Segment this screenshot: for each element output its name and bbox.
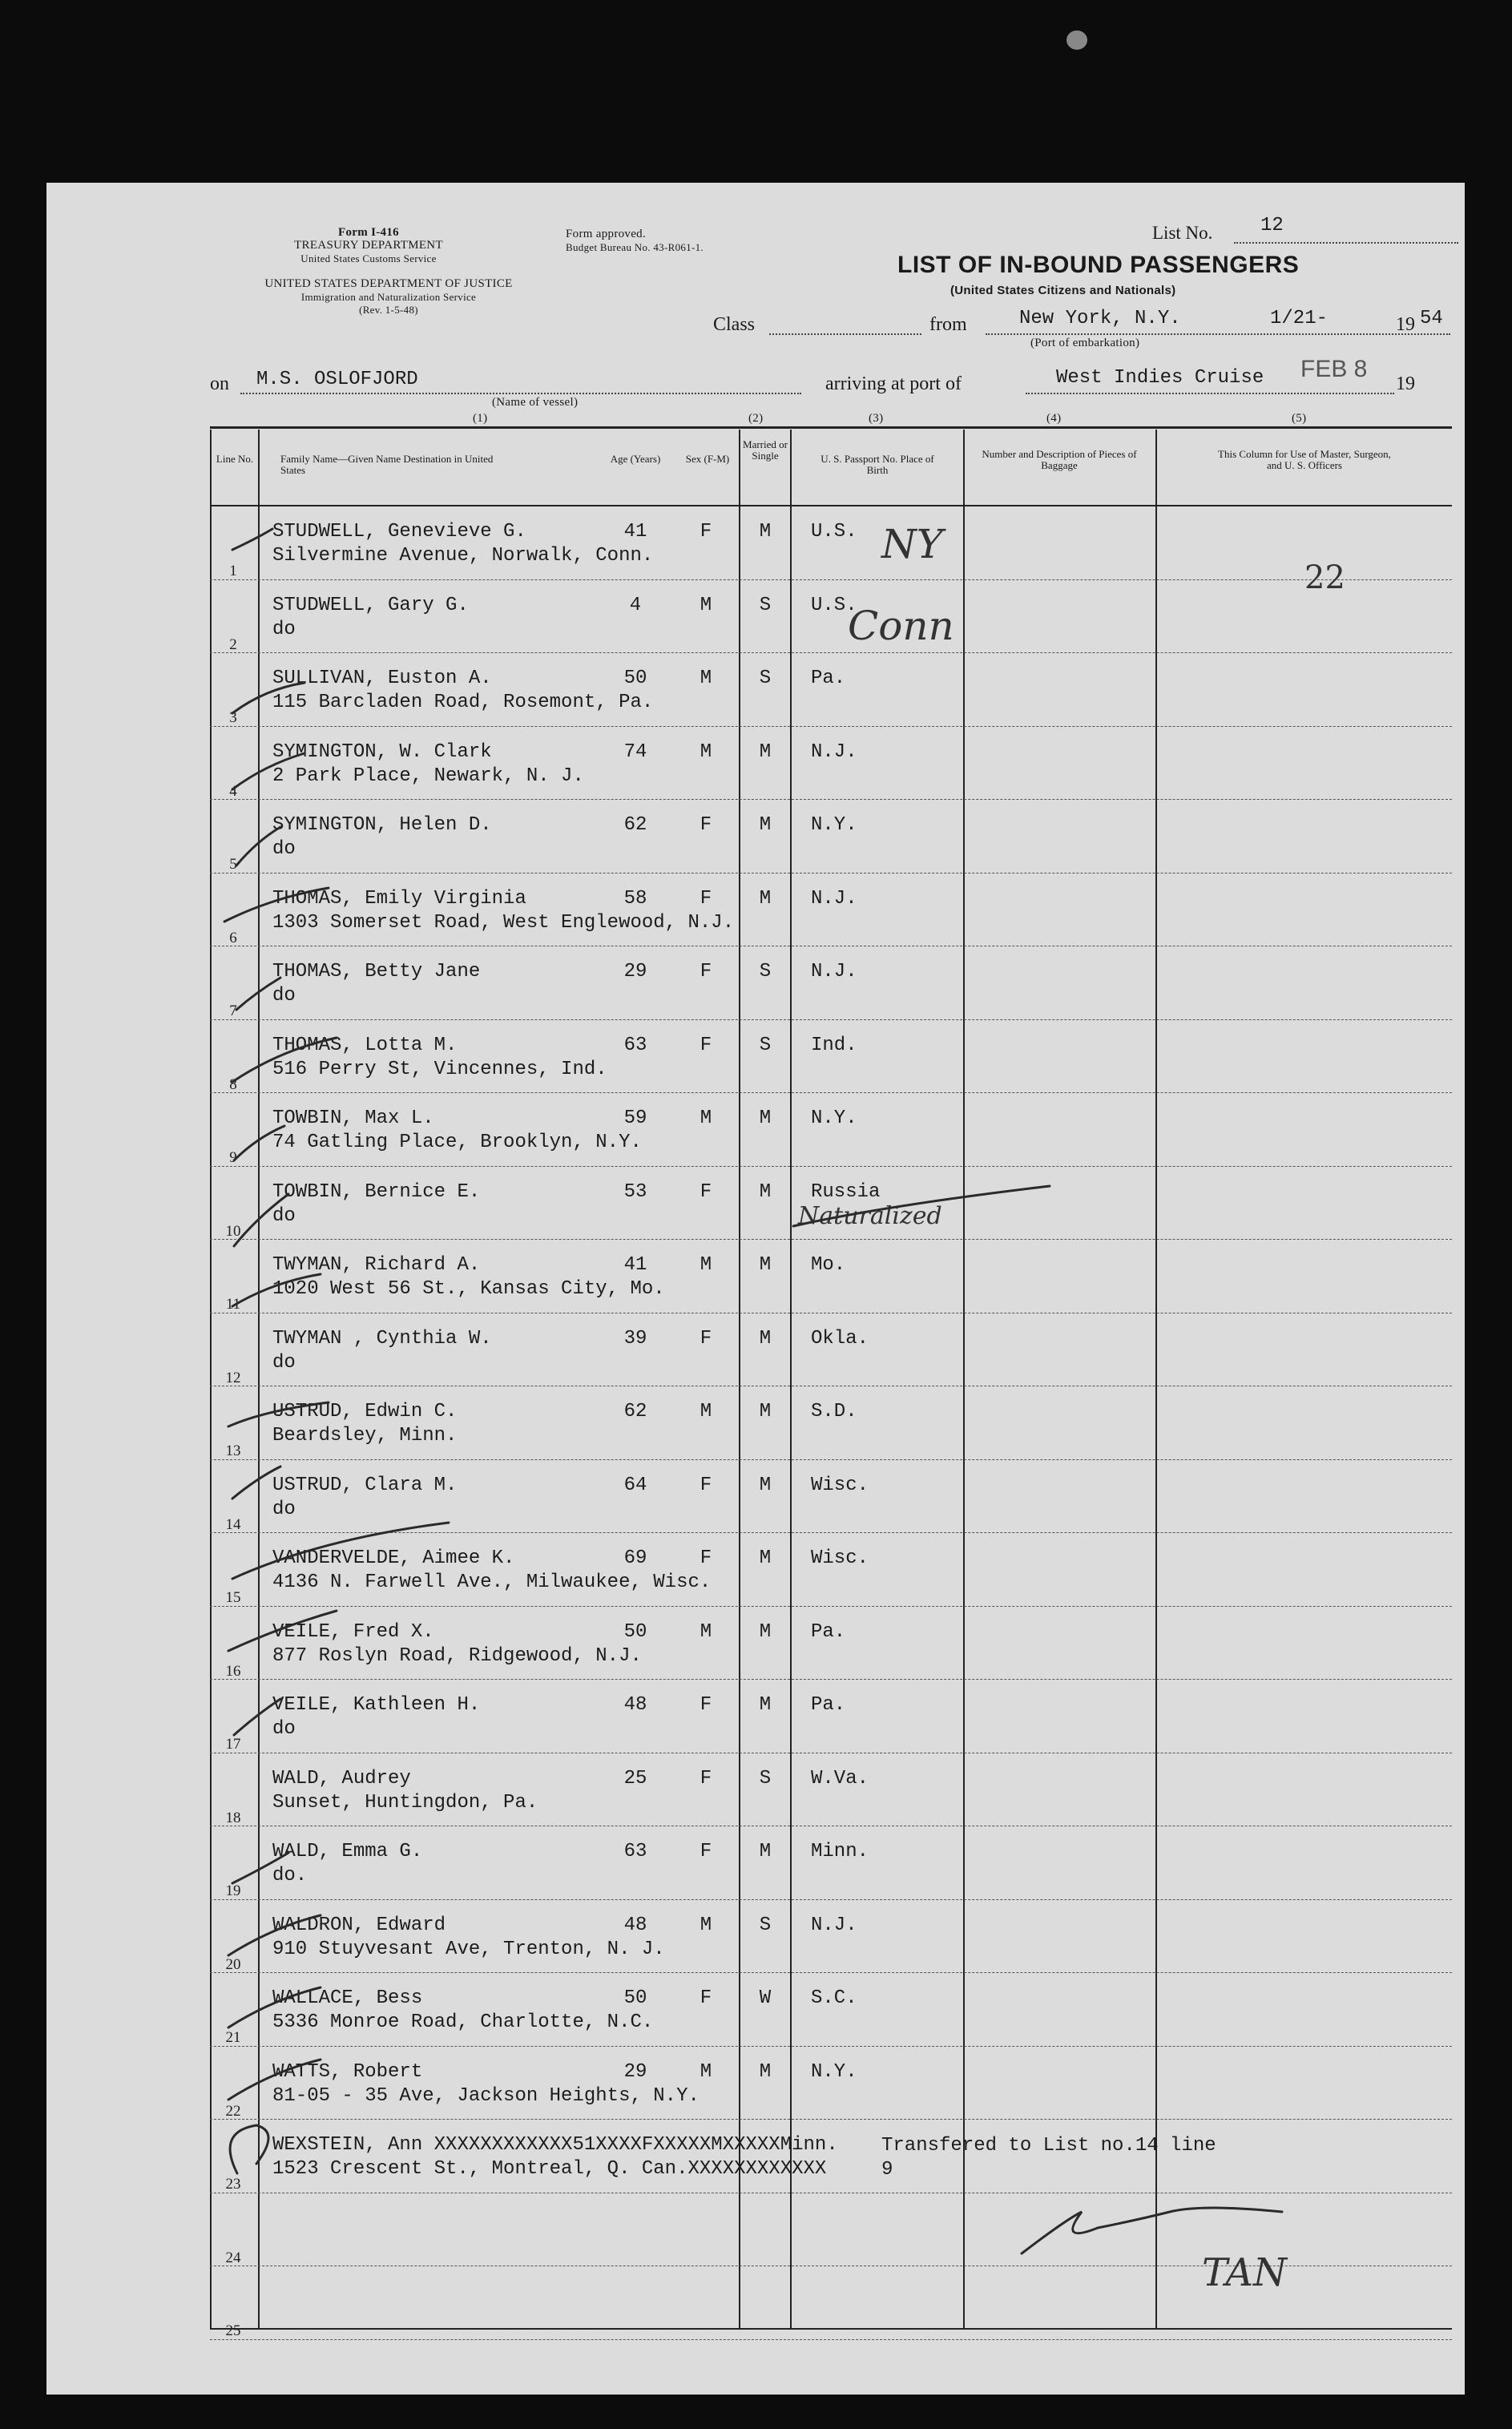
passenger-age: 39: [623, 1327, 647, 1350]
passenger-sex: F: [700, 1841, 712, 1862]
passenger-name: THOMAS, Lotta M.: [272, 1034, 458, 1056]
passenger-name: WEXSTEIN, Ann XXXXXXXXXXXX51XXXXFXXXXXMXXXXXMinn.: [272, 2134, 838, 2156]
passenger-destination: do: [272, 618, 296, 640]
passenger-birthplace: Wisc.: [811, 1547, 869, 1569]
check-mark-15: [232, 1523, 449, 1579]
row-line-number: 13: [225, 1442, 241, 1459]
passenger-name: SYMINGTON, W. Clark: [272, 740, 492, 763]
class-label: Class: [713, 314, 756, 335]
passenger-birthplace: N.Y.: [811, 1108, 857, 1129]
passenger-destination: 2 Park Place, Newark, N. J.: [272, 765, 584, 787]
row-line-number: 21: [225, 2029, 241, 2046]
passenger-sex: M: [700, 1254, 712, 1276]
passenger-destination: 115 Barcladen Road, Rosemont, Pa.: [272, 692, 654, 713]
circle-mark-23: [230, 2125, 268, 2173]
passenger-marital: S: [759, 1034, 772, 1056]
passenger-sex: M: [700, 740, 712, 763]
passenger-birthplace: Pa.: [811, 1694, 846, 1716]
passenger-name: WALDRON, Edward: [272, 1914, 446, 1936]
passenger-age: 48: [623, 1694, 647, 1716]
row-line-number: 25: [225, 2322, 241, 2339]
vessel-name: M.S. OSLOFJORD: [256, 369, 418, 390]
passenger-destination: 5336 Monroe Road, Charlotte, N.C.: [272, 2011, 654, 2033]
passenger-birthplace: N.Y.: [811, 814, 857, 836]
ins-service: Immigration and Naturalization Service: [300, 291, 477, 303]
passenger-birthplace: Pa.: [811, 1620, 846, 1643]
row-line-number: 22: [225, 2102, 241, 2120]
row-line-number: 24: [225, 2249, 241, 2266]
passenger-age: 69: [623, 1547, 647, 1569]
passenger-marital: S: [759, 1767, 772, 1789]
handwritten-initials: TAN: [1202, 2250, 1288, 2295]
passenger-birthplace: N.J.: [811, 961, 857, 982]
passenger-birthplace: S.D.: [811, 1401, 857, 1422]
passenger-sex: F: [700, 1987, 712, 2009]
passenger-age: 29: [623, 2060, 647, 2083]
row-line-number: 10: [225, 1222, 241, 1240]
row-line-number: 17: [225, 1736, 241, 1753]
officer-count: 22: [1304, 559, 1345, 596]
passenger-sex: F: [700, 961, 712, 982]
check-mark-10: [234, 1194, 288, 1246]
passenger-destination: do: [272, 985, 296, 1007]
passenger-name: WALD, Emma G.: [272, 1841, 423, 1862]
check-mark-8: [232, 1038, 337, 1082]
row-line-number: 7: [229, 1003, 237, 1019]
passenger-destination: Sunset, Huntingdon, Pa.: [272, 1791, 538, 1814]
passenger-sex: F: [700, 1694, 712, 1716]
passenger-sex: M: [700, 1620, 712, 1643]
passenger-marital: M: [759, 2060, 772, 2083]
passenger-marital: M: [759, 887, 772, 910]
list-no-label: List No.: [1152, 223, 1213, 243]
treasury-dept: TREASURY DEPARTMENT: [294, 239, 443, 252]
port-caption: (Port of embarkation): [1030, 337, 1140, 349]
passenger-age: 25: [623, 1767, 647, 1789]
handwritten-naturalized: Naturalized: [798, 1202, 942, 1230]
passenger-birthplace: N.J.: [811, 740, 857, 763]
passenger-sex: M: [700, 1914, 712, 1936]
row-line-number: 8: [229, 1075, 237, 1093]
passenger-destination: do: [272, 838, 296, 860]
col-header-name: Family Name—Given Name Destination in United States: [280, 453, 494, 476]
passenger-marital: M: [759, 1327, 772, 1350]
passenger-age: 50: [623, 668, 647, 689]
passenger-destination: 4136 N. Farwell Ave., Milwaukee, Wisc.: [272, 1572, 712, 1593]
check-mark-22: [228, 2060, 321, 2100]
passenger-sex: M: [700, 594, 712, 616]
strike-russia: [793, 1186, 1050, 1226]
departure-date: 1/21-: [1270, 308, 1329, 329]
passenger-name: WALD, Audrey: [272, 1767, 411, 1789]
passenger-marital: M: [759, 814, 772, 836]
passenger-marital: M: [759, 1108, 772, 1129]
check-mark-19: [232, 1853, 288, 1883]
passenger-birthplace: N.Y.: [811, 2060, 857, 2083]
check-mark-4: [232, 753, 304, 789]
passenger-marital: M: [759, 1474, 772, 1496]
passenger-sex: F: [700, 1180, 712, 1203]
from-label: from: [929, 314, 967, 335]
passenger-birthplace: Transfered to List no.14 line 9: [881, 2135, 1216, 2181]
passenger-name: STUDWELL, Gary G.: [272, 594, 469, 616]
check-mark-17: [234, 1699, 280, 1735]
check-mark-9: [234, 1126, 284, 1160]
check-mark-21: [228, 1987, 321, 2028]
passenger-age: 63: [623, 1034, 647, 1056]
list-no-value: 12: [1260, 215, 1284, 236]
revision: (Rev. 1-5-48): [359, 304, 418, 316]
row-line-number: 19: [225, 1882, 241, 1899]
passenger-name: WALLACE, Bess: [272, 1987, 423, 2009]
row-line-number: 18: [225, 1809, 241, 1826]
passenger-birthplace: Mo.: [811, 1254, 846, 1276]
row-line-number: 23: [225, 2176, 241, 2193]
passenger-sex: M: [700, 2060, 712, 2083]
passenger-destination: 516 Perry St, Vincennes, Ind.: [272, 1058, 607, 1080]
port-of-embarkation: New York, N.Y.: [1019, 308, 1181, 329]
passenger-name: VEILE, Kathleen H.: [272, 1694, 481, 1716]
passenger-age: 59: [623, 1108, 647, 1129]
passenger-name: USTRUD, Clara M.: [272, 1474, 458, 1496]
passenger-age: 62: [623, 814, 647, 836]
arrival-year: 19: [1396, 373, 1415, 394]
passenger-destination: do: [272, 1204, 296, 1227]
passenger-name: TOWBIN, Max L.: [272, 1108, 434, 1129]
passenger-name: SULLIVAN, Euston A.: [272, 668, 492, 689]
passenger-sex: M: [700, 668, 712, 689]
check-mark-6: [224, 888, 329, 922]
passenger-birthplace: Wisc.: [811, 1474, 869, 1496]
passenger-sex: M: [700, 1108, 712, 1129]
passenger-marital: S: [759, 594, 772, 616]
col-number-2: (2): [748, 412, 764, 425]
passenger-age: 41: [623, 1254, 647, 1276]
form-number: Form I-416: [338, 226, 399, 239]
signature-scribble: [1022, 2208, 1282, 2253]
col-header-sex: Sex (F-M): [685, 453, 730, 465]
passenger-name: TOWBIN, Bernice E.: [272, 1180, 481, 1203]
passenger-birthplace: W.Va.: [811, 1767, 869, 1789]
passenger-destination: 877 Roslyn Road, Ridgewood, N.J.: [272, 1644, 642, 1667]
justice-dept: UNITED STATES DEPARTMENT OF JUSTICE: [264, 277, 513, 290]
passenger-age: 41: [623, 521, 647, 543]
passenger-sex: F: [700, 1327, 712, 1350]
arriving-label: arriving at port of: [825, 373, 962, 394]
col-header-married: Married or Single: [743, 438, 788, 462]
passenger-destination: Beardsley, Minn.: [272, 1425, 458, 1447]
check-mark-20: [228, 1915, 321, 1955]
passenger-marital: M: [759, 521, 772, 543]
check-mark-13: [228, 1402, 329, 1426]
passenger-age: 62: [623, 1401, 647, 1422]
passenger-birthplace: Minn.: [811, 1841, 869, 1862]
row-line-number: 6: [229, 929, 237, 946]
passenger-destination: Silvermine Avenue, Norwalk, Conn.: [272, 545, 654, 567]
col-number-4: (4): [1046, 412, 1062, 425]
handwritten-ny: NY: [881, 521, 943, 567]
col-header-baggage: Number and Description of Pieces of Baggage: [982, 448, 1137, 471]
row-line-number: 4: [229, 782, 237, 800]
customs-service: United States Customs Service: [300, 252, 437, 264]
passenger-name: STUDWELL, Genevieve G.: [272, 521, 526, 543]
passenger-age: 50: [623, 1987, 647, 2009]
check-mark-16: [228, 1611, 337, 1651]
check-mark-14: [232, 1467, 280, 1499]
passenger-birthplace: N.J.: [811, 887, 857, 910]
passenger-name: TWYMAN , Cynthia W.: [272, 1327, 492, 1350]
passenger-destination: 1303 Somerset Road, West Englewood, N.J.: [272, 911, 735, 934]
row-line-number: 16: [225, 1662, 241, 1680]
row-line-number: 12: [225, 1369, 241, 1386]
page-title: LIST OF IN-BOUND PASSENGERS: [897, 252, 1300, 278]
col-header-birth: U. S. Passport No. Place of Birth: [821, 453, 934, 476]
passenger-destination: do: [272, 1718, 296, 1740]
budget-bureau: Budget Bureau No. 43-R061-1.: [566, 241, 704, 253]
passenger-marital: M: [759, 740, 772, 763]
on-label: on: [210, 373, 229, 394]
passenger-birthplace: Russia: [811, 1180, 881, 1203]
passenger-age: 64: [623, 1474, 647, 1496]
passenger-age: 58: [623, 887, 647, 910]
form-approved: Form approved.: [566, 228, 647, 240]
passenger-age: 50: [623, 1620, 647, 1643]
arrival-port: West Indies Cruise: [1056, 367, 1264, 389]
passenger-birthplace: N.J.: [811, 1914, 857, 1936]
passenger-destination: do.: [272, 1865, 308, 1886]
passenger-name: WATTS, Robert: [272, 2060, 423, 2083]
passenger-name: THOMAS, Emily Virginia: [272, 887, 526, 910]
row-line-number: 14: [225, 1515, 241, 1533]
passenger-marital: M: [759, 1180, 772, 1203]
arrival-date-stamp: FEB 8: [1300, 356, 1368, 382]
col-header-line: Line No.: [216, 453, 254, 465]
passenger-marital: M: [759, 1694, 772, 1716]
passenger-age: 74: [623, 740, 647, 763]
passenger-sex: F: [700, 887, 712, 910]
passenger-birthplace: Pa.: [811, 668, 846, 689]
passenger-marital: W: [759, 1987, 772, 2009]
row-line-number: 1: [229, 563, 237, 579]
passenger-destination: 74 Gatling Place, Brooklyn, N.Y.: [272, 1132, 642, 1153]
passenger-age: 4: [629, 594, 642, 616]
year-suffix: 54: [1420, 308, 1443, 329]
passenger-marital: S: [759, 1914, 772, 1936]
passenger-sex: F: [700, 521, 712, 543]
year-prefix: 19: [1396, 314, 1415, 335]
passenger-marital: M: [759, 1401, 772, 1422]
passenger-sex: F: [700, 814, 712, 836]
page-subtitle: (United States Citizens and Nationals): [950, 284, 1176, 297]
passenger-marital: M: [759, 1547, 772, 1569]
check-mark-7: [236, 978, 280, 1010]
passenger-marital: M: [759, 1841, 772, 1862]
passenger-name: USTRUD, Edwin C.: [272, 1401, 458, 1422]
passenger-sex: F: [700, 1034, 712, 1056]
passenger-name: VANDERVELDE, Aimee K.: [272, 1547, 515, 1569]
check-mark-11: [232, 1274, 321, 1306]
passenger-birthplace: U.S.: [811, 594, 857, 616]
passenger-destination: do: [272, 1498, 296, 1520]
col-number-5: (5): [1292, 412, 1307, 425]
passenger-birthplace: S.C.: [811, 1987, 857, 2009]
passenger-marital: S: [759, 961, 772, 982]
passenger-destination: 910 Stuyvesant Ave, Trenton, N. J.: [272, 1938, 665, 1960]
check-mark-5: [236, 827, 280, 865]
passenger-age: 53: [623, 1180, 647, 1203]
row-line-number: 3: [229, 709, 237, 726]
handwritten-conn: Conn: [848, 603, 954, 649]
row-line-number: 20: [225, 1955, 241, 1973]
check-mark-3: [232, 683, 304, 713]
passenger-birthplace: Okla.: [811, 1327, 869, 1350]
passenger-birthplace: U.S.: [811, 521, 857, 543]
col-header-age: Age (Years): [610, 453, 661, 465]
passenger-sex: F: [700, 1547, 712, 1569]
passenger-marital: M: [759, 1620, 772, 1643]
passenger-destination: do: [272, 1351, 296, 1374]
passenger-birthplace: Ind.: [811, 1034, 857, 1056]
col-header-officers: This Column for Use of Master, Surgeon, and U. S. Officers: [1218, 448, 1391, 471]
passenger-name: SYMINGTON, Helen D.: [272, 814, 492, 836]
passenger-age: 29: [623, 961, 647, 982]
passenger-name: TWYMAN, Richard A.: [272, 1254, 481, 1276]
col-number-3: (3): [869, 412, 884, 425]
passenger-sex: F: [700, 1474, 712, 1496]
passenger-destination: 1523 Crescent St., Montreal, Q. Can.XXXXXXXXXXXX: [272, 2158, 827, 2180]
row-line-number: 11: [225, 1296, 241, 1313]
passenger-age: 48: [623, 1914, 647, 1936]
passenger-destination: 81-05 - 35 Ave, Jackson Heights, N.Y.: [272, 2084, 700, 2107]
col-number-1: (1): [473, 412, 488, 425]
check-mark-1: [232, 529, 272, 550]
passenger-sex: F: [700, 1767, 712, 1789]
passenger-age: 63: [623, 1841, 647, 1862]
vessel-caption: (Name of vessel): [492, 396, 579, 409]
row-line-number: 15: [225, 1589, 241, 1606]
passenger-marital: M: [759, 1254, 772, 1276]
passenger-sex: M: [700, 1401, 712, 1422]
passenger-marital: S: [759, 668, 772, 689]
passenger-name: THOMAS, Betty Jane: [272, 961, 481, 982]
row-line-number: 5: [229, 856, 237, 873]
passenger-name: VEILE, Fred X.: [272, 1620, 434, 1643]
passenger-destination: 1020 West 56 St., Kansas City, Mo.: [272, 1278, 665, 1300]
row-line-number: 2: [229, 635, 237, 653]
row-line-number: 9: [229, 1149, 237, 1166]
